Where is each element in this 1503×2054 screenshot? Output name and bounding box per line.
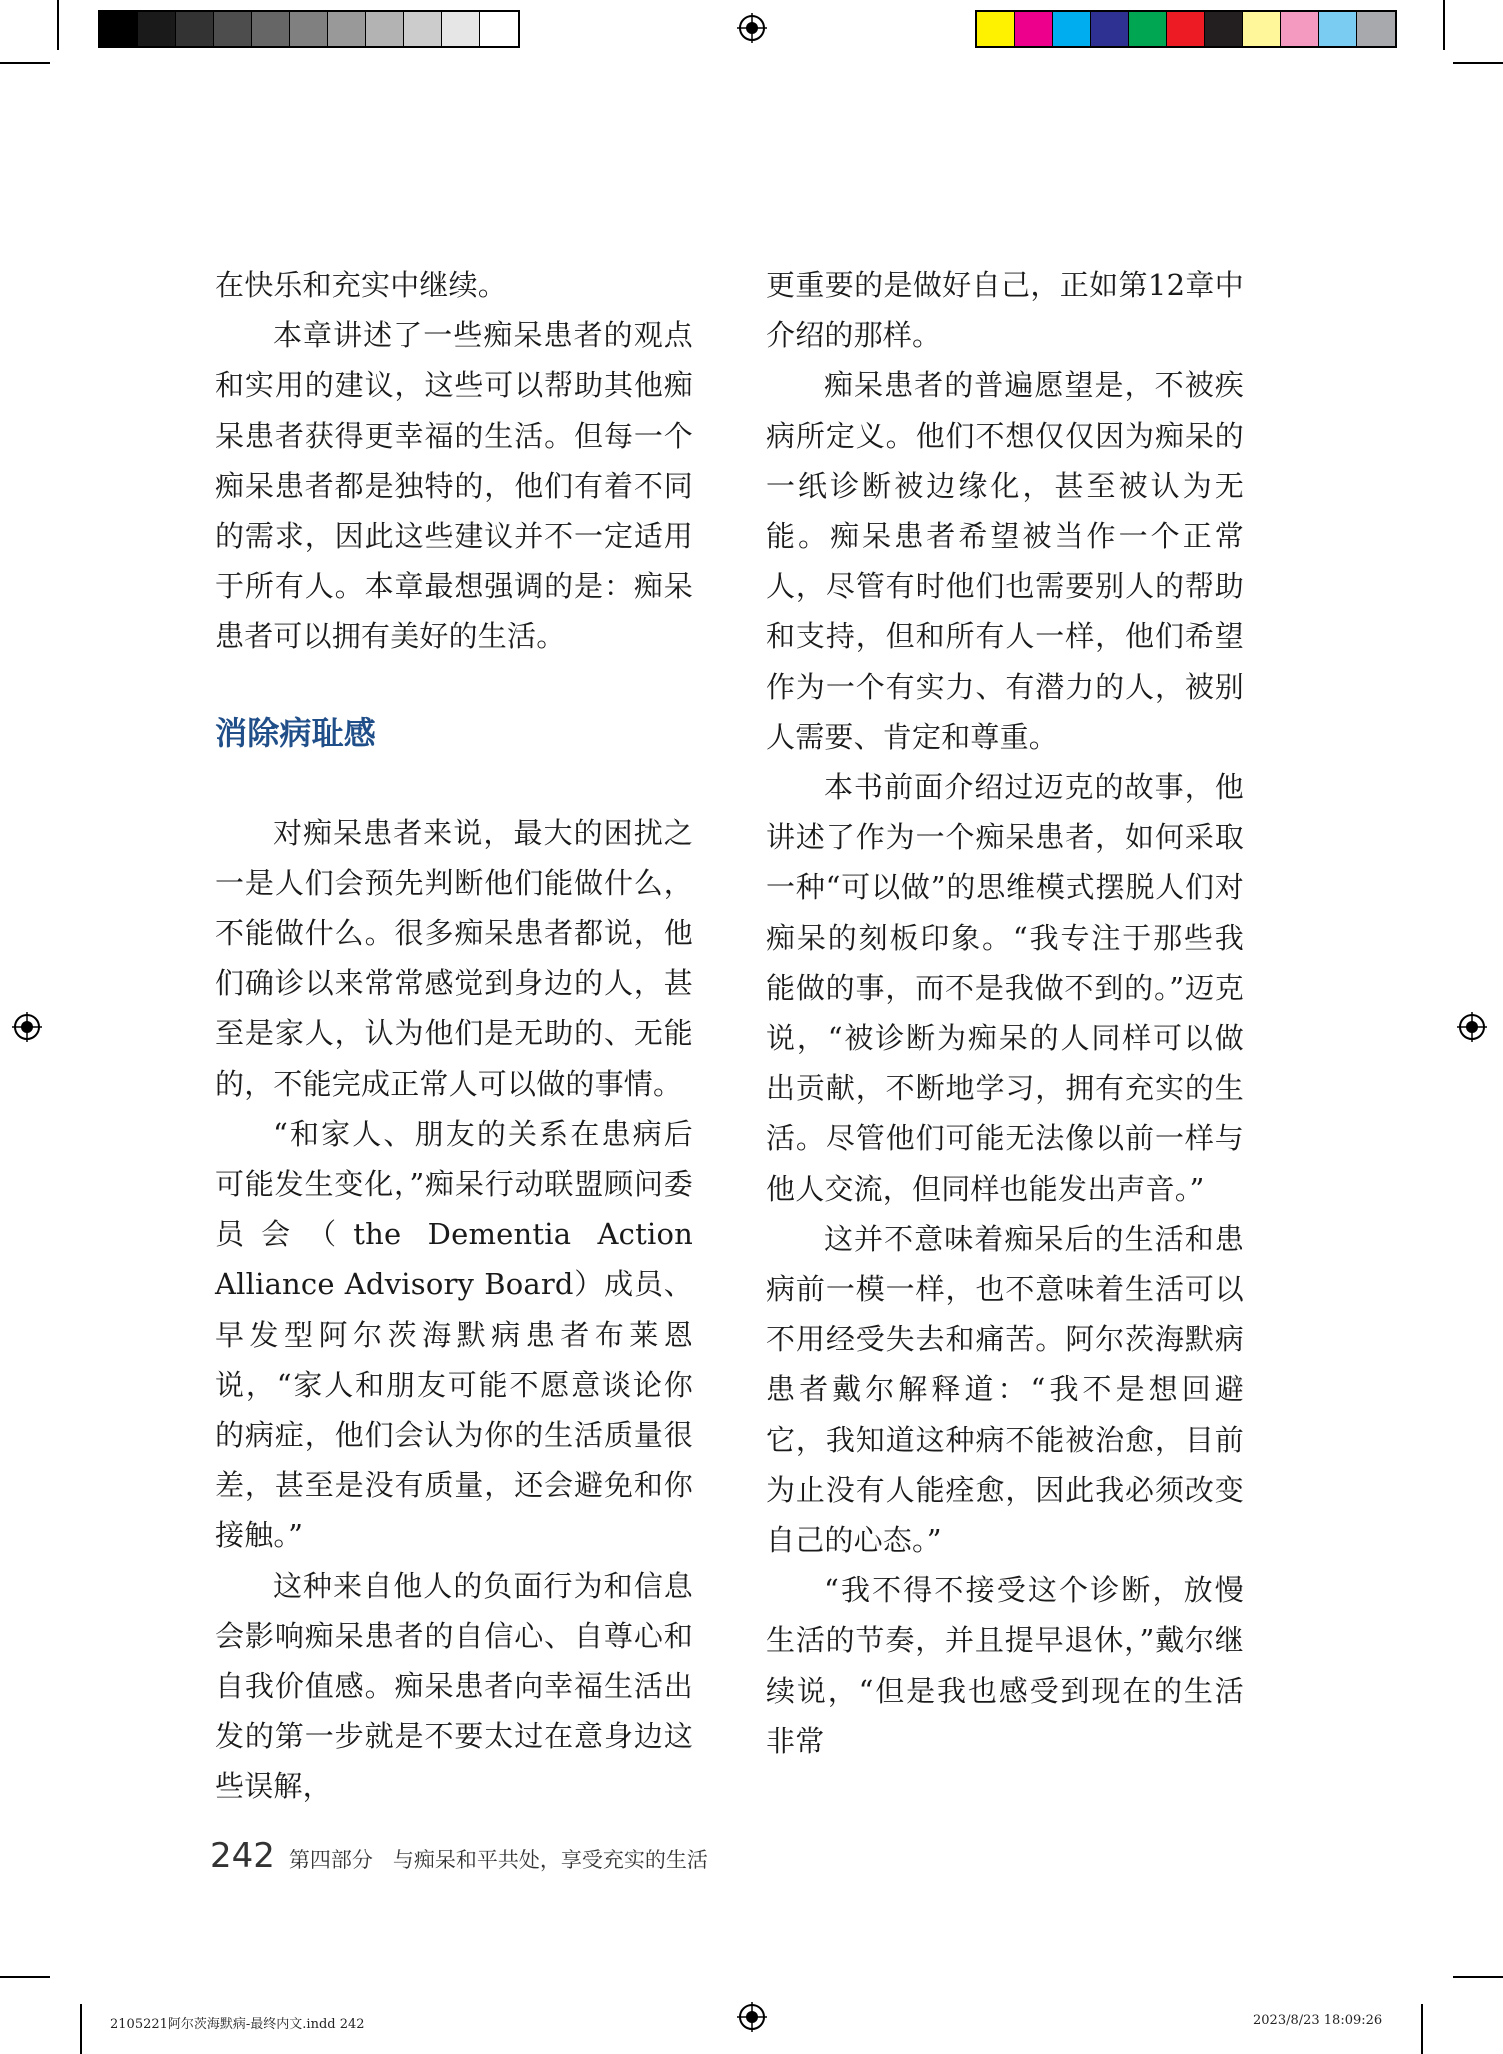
color-swatch <box>1243 12 1281 46</box>
crop-mark-top-right-h <box>1453 62 1503 64</box>
color-swatch <box>1015 12 1053 46</box>
crop-mark-top-right-v <box>1443 0 1445 50</box>
registration-mark-right <box>1457 1012 1487 1042</box>
color-swatch <box>176 12 214 46</box>
crop-mark-bottom-left-v <box>80 2004 82 2054</box>
color-swatch <box>366 12 404 46</box>
color-swatch <box>442 12 480 46</box>
paragraph: 这并不意味着痴呆后的生活和患病前一模一样，也不意味着生活可以不用经受失去和痛苦。阿尔茨海默病患者戴尔解释道：“我不是想回避它，我知道这种病不能被治愈，目前为止没有人能痊愈，因此我必须改变自己的心态。” <box>766 1221 1244 1558</box>
slug-datetime: 2023/8/23 18:09:26 <box>1253 2013 1383 2028</box>
crop-mark-top-left-h <box>0 62 50 64</box>
part-title: 与痴呆和平共处，享受充实的生活 <box>392 1848 708 1872</box>
color-swatch <box>1205 12 1243 46</box>
right-text-column <box>766 260 1244 1766</box>
paragraph: “我不得不接受这个诊断，放慢生活的节奏，并且提早退休，”戴尔继续说，“但是我也感受到现在的生活非常 <box>766 1573 1244 1758</box>
color-swatch <box>1281 12 1319 46</box>
color-swatch <box>100 12 138 46</box>
color-swatch <box>1167 12 1205 46</box>
process-color-bar <box>975 10 1397 48</box>
left-text-column <box>215 260 693 1812</box>
crop-mark-bottom-right-v <box>1421 2004 1423 2054</box>
color-swatch <box>1091 12 1129 46</box>
section-heading: 消除病耻感 <box>215 713 377 752</box>
color-swatch <box>977 12 1015 46</box>
color-swatch <box>138 12 176 46</box>
page-footer <box>210 1836 708 1876</box>
paragraph: 本章讲述了一些痴呆患者的观点和实用的建议，这些可以帮助其他痴呆患者获得更幸福的生活。但每一个痴呆患者都是独特的，他们有着不同的需求，因此这些建议并不一定适用于所有人。本章最想强调的是：痴呆患者可以拥有美好的生活。 <box>215 318 693 654</box>
paragraph: 在快乐和充实中继续。 <box>215 268 508 302</box>
registration-mark-top <box>737 13 767 43</box>
crop-mark-bottom-right-h <box>1453 1976 1503 1978</box>
page-number: 242 <box>210 1836 275 1876</box>
color-swatch <box>290 12 328 46</box>
slug-filename: 2105221阿尔茨海默病-最终内文.indd 242 <box>110 2017 365 2032</box>
paragraph: 痴呆患者的普遍愿望是，不被疾病所定义。他们不想仅仅因为痴呆的一纸诊断被边缘化，甚至被认为无能。痴呆患者希望被当作一个正常人，尽管有时他们也需要别人的帮助和支持，但和所有人一样，他们希望作为一个有实力、有潜力的人，被别人需要、肯定和尊重。 <box>766 368 1244 754</box>
paragraph: 这种来自他人的负面行为和信息会影响痴呆患者的自信心、自尊心和自我价值感。痴呆患者向幸福生活出发的第一步就是不要太过在意身边这些误解， <box>215 1568 693 1804</box>
color-swatch <box>1053 12 1091 46</box>
registration-mark-left <box>12 1012 42 1042</box>
color-swatch <box>214 12 252 46</box>
crop-mark-bottom-left-h <box>0 1976 50 1978</box>
registration-mark-bottom <box>737 2002 767 2032</box>
paragraph: “和家人、朋友的关系在患病后可能发生变化，”痴呆行动联盟顾问委员会（the Dementia Action Alliance Advisory Board）成员、早发型阿尔茨海默病患者布莱恩说，“家人和朋友可能不愿意谈论你的病症，他们会认为你的生活质量很差，甚至是没有质量，还会避免和你接触。” <box>215 1116 693 1553</box>
color-swatch <box>1357 12 1395 46</box>
paragraph: 本书前面介绍过迈克的故事，他讲述了作为一个痴呆患者，如何采取一种“可以做”的思维模式摆脱人们对痴呆的刻板印象。“我专注于那些我能做的事，而不是我做不到的。”迈克说，“被诊断为痴呆的人同样可以做出贡献，不断地学习，拥有充实的生活。尽管他们可能无法像以前一样与他人交流，但同样也能发出声音。” <box>766 770 1244 1206</box>
color-swatch <box>1319 12 1357 46</box>
part-label: 第四部分 <box>288 1848 373 1872</box>
grayscale-color-bar <box>98 10 520 48</box>
color-swatch <box>328 12 366 46</box>
crop-mark-top-left-v <box>57 0 59 50</box>
color-swatch <box>404 12 442 46</box>
paragraph: 对痴呆患者来说，最大的困扰之一是人们会预先判断他们能做什么，不能做什么。很多痴呆患者都说，他们确诊以来常常感觉到身边的人，甚至是家人，认为他们是无助的、无能的，不能完成正常人可以做的事情。 <box>215 815 693 1101</box>
paragraph: 更重要的是做好自己，正如第12章中介绍的那样。 <box>766 268 1244 353</box>
color-swatch <box>1129 12 1167 46</box>
color-swatch <box>480 12 518 46</box>
color-swatch <box>252 12 290 46</box>
